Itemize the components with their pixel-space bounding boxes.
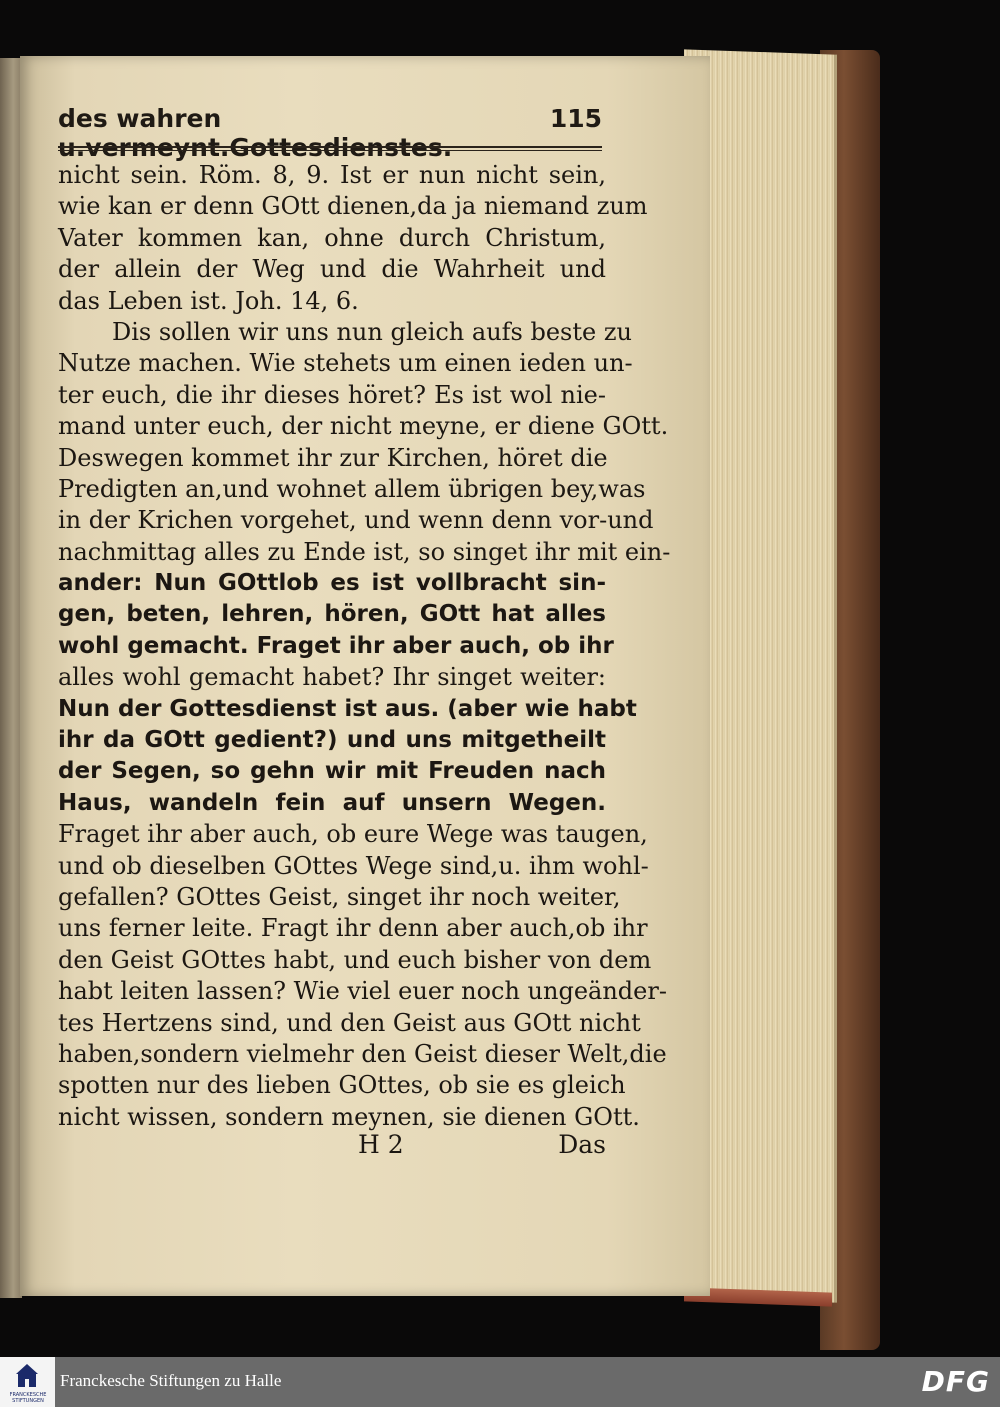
text-line: wie kan er denn GOtt dienen,da ja niemand zum	[58, 192, 648, 221]
footer-bar	[0, 1357, 1000, 1407]
text-line: der Segen, so gehn wir mit Freuden nach	[58, 758, 606, 785]
text-line: tes Hertzens sind, und den Geist aus GOtt nicht	[58, 1008, 641, 1037]
text-line: Vater kommen kan, ohne durch Christum,	[58, 223, 606, 252]
text-line: nachmittag alles zu Ende ist, so singet ihr mit ein-	[58, 537, 671, 566]
page-footer	[58, 1130, 606, 1166]
header-rule	[58, 146, 602, 151]
running-head: des wahren u.vermeynt.Gottesdienstes.	[58, 104, 453, 162]
text-line: mand unter euch, der nicht meyne, er diene GOtt.	[58, 412, 669, 441]
text-line: alles wohl gemacht habet? Ihr singet weiter:	[58, 663, 606, 692]
text-line: ihr da GOtt gedient?) und uns mitgetheilt	[58, 727, 606, 754]
text-line: Nun der Gottesdienst ist aus. (aber wie habt	[58, 695, 637, 722]
text-line: uns ferner leite. Fragt ihr denn aber auch,ob ihr	[58, 914, 648, 943]
text-line: haben,sondern vielmehr den Geist dieser Welt,die	[58, 1039, 667, 1068]
text-line: den Geist GOttes habt, und euch bisher von dem	[58, 945, 652, 974]
text-line: nicht wissen, sondern meynen, sie dienen GOtt.	[58, 1102, 640, 1131]
text-line: in der Krichen vorgehet, und wenn denn vor-und	[58, 506, 654, 535]
logo-text: FRANCKESCHE STIFTUNGEN	[9, 1392, 47, 1404]
institution-logo[interactable]	[0, 1357, 55, 1407]
text-line: Deswegen kommet ihr zur Kirchen, höret die	[58, 443, 608, 472]
text-line: habt leiten lassen? Wie viel euer noch ungeänder-	[58, 977, 667, 1006]
text-line: gefallen? GOttes Geist, singet ihr noch weiter,	[58, 882, 621, 911]
running-header	[58, 98, 602, 162]
text-line: wohl gemacht. Fraget ihr aber auch, ob ihr	[58, 632, 614, 659]
body-text	[58, 160, 671, 1133]
text-line: Nutze machen. Wie stehets um einen ieden un-	[58, 349, 633, 378]
catchword: Das	[558, 1130, 606, 1159]
dfg-logo[interactable]: DFG	[921, 1365, 990, 1398]
text-line: spotten nur des lieben GOttes, ob sie es gleich	[58, 1071, 626, 1100]
text-line: ter euch, die ihr dieses höret? Es ist wol nie-	[58, 380, 606, 409]
text-line: das Leben ist. Joh. 14, 6.	[58, 286, 359, 315]
text-line: Predigten an,und wohnet allem übrigen bey,was	[58, 474, 646, 503]
text-line: ander: Nun GOttlob es ist vollbracht sin-	[58, 570, 606, 597]
text-line: der allein der Weg und die Wahrheit und	[58, 255, 606, 284]
text-line: gen, beten, lehren, hören, GOtt hat alles	[58, 601, 606, 628]
orphanage-icon	[12, 1361, 42, 1391]
page-number: 115	[549, 104, 602, 133]
text-line: Dis sollen wir uns nun gleich aufs beste zu	[112, 317, 632, 346]
institution-name[interactable]: Franckesche Stiftungen zu Halle	[60, 1371, 282, 1390]
left-page-sliver	[0, 58, 22, 1298]
text-line: und ob dieselben GOttes Wege sind,u. ihm wohl-	[58, 851, 649, 880]
text-line: nicht sein. Röm. 8, 9. Ist er nun nicht sein,	[58, 161, 606, 189]
signature-mark: H 2	[358, 1130, 404, 1159]
text-line: Fraget ihr aber auch, ob eure Wege was taugen,	[58, 820, 648, 849]
text-line: Haus, wandeln fein auf unsern Wegen.	[58, 789, 606, 816]
